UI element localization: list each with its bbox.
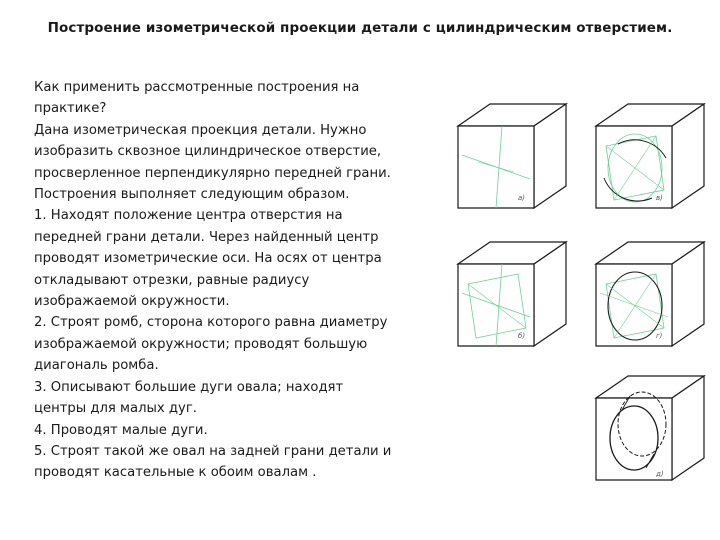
figure-a	[458, 104, 566, 208]
text-line: практике?	[34, 101, 107, 117]
text-line: 4. Проводят малые дуги.	[34, 422, 208, 438]
text-line: проводят изометрические оси. На осях от центра	[34, 251, 382, 267]
text-line: Построения выполняет следующим образом.	[34, 187, 350, 203]
text-line: центры для малых дуг.	[34, 401, 197, 417]
text-line: передней грани детали. Через найденный центр	[34, 229, 379, 245]
text-line: проводят касательные к обоим овалам .	[34, 465, 317, 481]
text-line: 2. Строят ромб, сторона которого равна диаметру	[34, 315, 388, 331]
text-line: Дана изометрическая проекция детали. Нужно	[34, 122, 367, 138]
text-line: диагональ ромба.	[34, 358, 159, 374]
figure-label-a: а)	[518, 194, 526, 202]
text-line: изображаемой окружности.	[34, 294, 230, 310]
text-line: 3. Описывают большие дуги овала; находят	[34, 379, 344, 395]
isometric-construction-figure	[448, 86, 698, 478]
figure-label-g: г)	[656, 332, 663, 340]
figure-label-v: в)	[656, 194, 663, 202]
figure-b	[458, 242, 566, 346]
instruction-text	[34, 77, 434, 484]
text-line: изобразить сквозное цилиндрическое отверстие,	[34, 144, 382, 160]
figure-label-b: б)	[518, 332, 526, 340]
figure-label-d: д)	[656, 470, 664, 478]
text-line: 1. Находят положение центра отверстия на	[34, 208, 343, 224]
text-line: 5. Строят такой же овал на задней грани детали и	[34, 443, 392, 459]
figure-v	[596, 104, 704, 208]
text-line: откладывают отрезки, равные радиусу	[34, 272, 310, 288]
figure-g	[596, 242, 704, 346]
figure-d	[596, 376, 704, 480]
text-line: Как применить рассмотренные построения на	[34, 80, 360, 95]
text-line: изображаемой окружности; проводят большую	[34, 336, 368, 352]
text-line: просверленное перпендикулярно передней грани.	[34, 165, 391, 181]
page-title: Построение изометрической проекции детали с цилиндрическим отверстием.	[47, 20, 673, 36]
